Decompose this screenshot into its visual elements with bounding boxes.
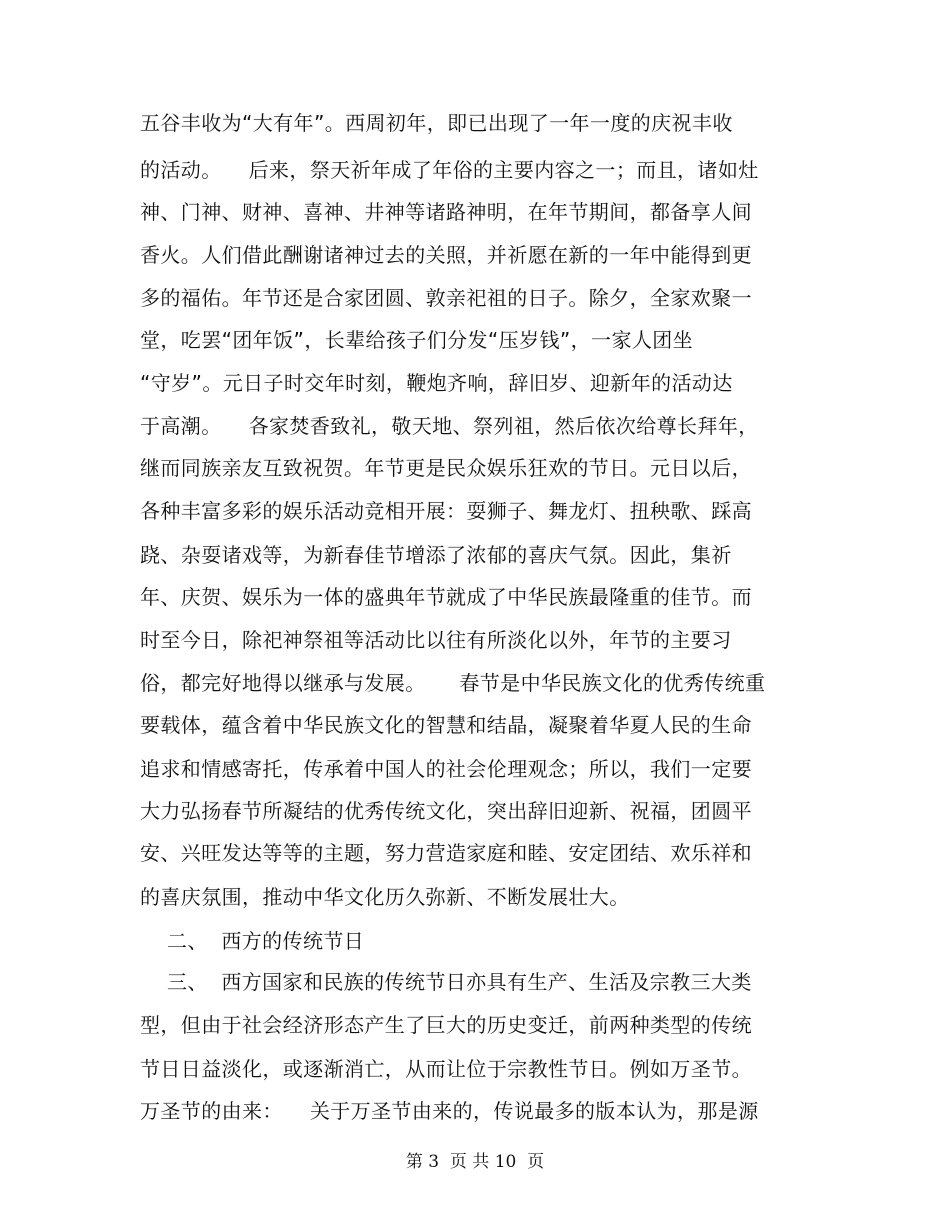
text-line: 神、门神、财神、喜神、井神等诸路神明，在年节期间，都备享人间 — [140, 200, 752, 224]
text-line: 各种丰富多彩的娱乐活动竞相开展：耍狮子、舞龙灯、扭秧歌、踩高 — [140, 499, 752, 523]
text-line: 要载体，蕴含着中华民族文化的智慧和结晶，凝聚着华夏人民的生命 — [140, 713, 752, 737]
text-line: 万圣节的由来： 关于万圣节由来的，传说最多的版本认为，那是源 — [140, 1099, 759, 1123]
text-line: 年、庆贺、娱乐为一体的盛典年节就成了中华民族最隆重的佳节。而 — [140, 585, 752, 609]
page-number-footer: 第 3 页 共 10 页 — [405, 1152, 545, 1172]
text-line: 安、兴旺发达等等的主题，努力营造家庭和睦、安定团结、欢乐祥和 — [140, 841, 752, 865]
text-line: 跷、杂耍诸戏等，为新春佳节增添了浓郁的喜庆气氛。因此，集祈 — [140, 543, 732, 567]
text-line: 节日日益淡化，或逐渐消亡，从而让位于宗教性节日。例如万圣节。 — [140, 1057, 752, 1081]
text-line: 继而同族亲友互致祝贺。年节更是民众娱乐狂欢的节日。元日以后， — [140, 456, 752, 480]
text-line: 三、 西方国家和民族的传统节日亦具有生产、生活及宗教三大类 — [140, 970, 752, 994]
text-line: 堂，吃罢“团年饭”，长辈给孩子们分发“压岁钱”，一家人团坐 — [140, 328, 694, 352]
text-line: “守岁”。元日子时交年时刻，鞭炮齐响，辞旧岁、迎新年的活动达 — [140, 371, 733, 395]
text-line: 的活动。 后来，祭天祈年成了年俗的主要内容之一；而且，诸如灶 — [140, 158, 759, 182]
text-line: 型，但由于社会经济形态产生了巨大的历史变迁，前两种类型的传统 — [140, 1013, 752, 1037]
text-line: 五谷丰收为“大有年”。西周初年，即已出现了一年一度的庆祝丰收 — [140, 111, 733, 135]
text-line: 多的福佑。年节还是合家团圆、敦亲祀祖的日子。除夕，全家欢聚一 — [140, 286, 752, 310]
text-line: 大力弘扬春节所凝结的优秀传统文化，突出辞旧迎新、祝福，团圆平 — [140, 799, 752, 823]
text-line: 俗，都完好地得以继承与发展。 春节是中华民族文化的优秀传统重 — [140, 671, 766, 695]
text-line: 追求和情感寄托，传承着中国人的社会伦理观念；所以，我们一定要 — [140, 757, 752, 781]
text-line: 香火。人们借此酬谢诸神过去的关照，并祈愿在新的一年中能得到更 — [140, 243, 752, 267]
text-line: 时至今日，除祀神祭祖等活动比以往有所淡化以外，年节的主要习 — [140, 628, 732, 652]
text-line: 的喜庆氛围，推动中华文化历久弥新、不断发展壮大。 — [140, 885, 630, 909]
text-line: 于高潮。 各家焚香致礼，敬天地、祭列祖，然后依次给尊长拜年， — [140, 414, 759, 438]
section-heading: 二、 西方的传统节日 — [140, 929, 365, 953]
